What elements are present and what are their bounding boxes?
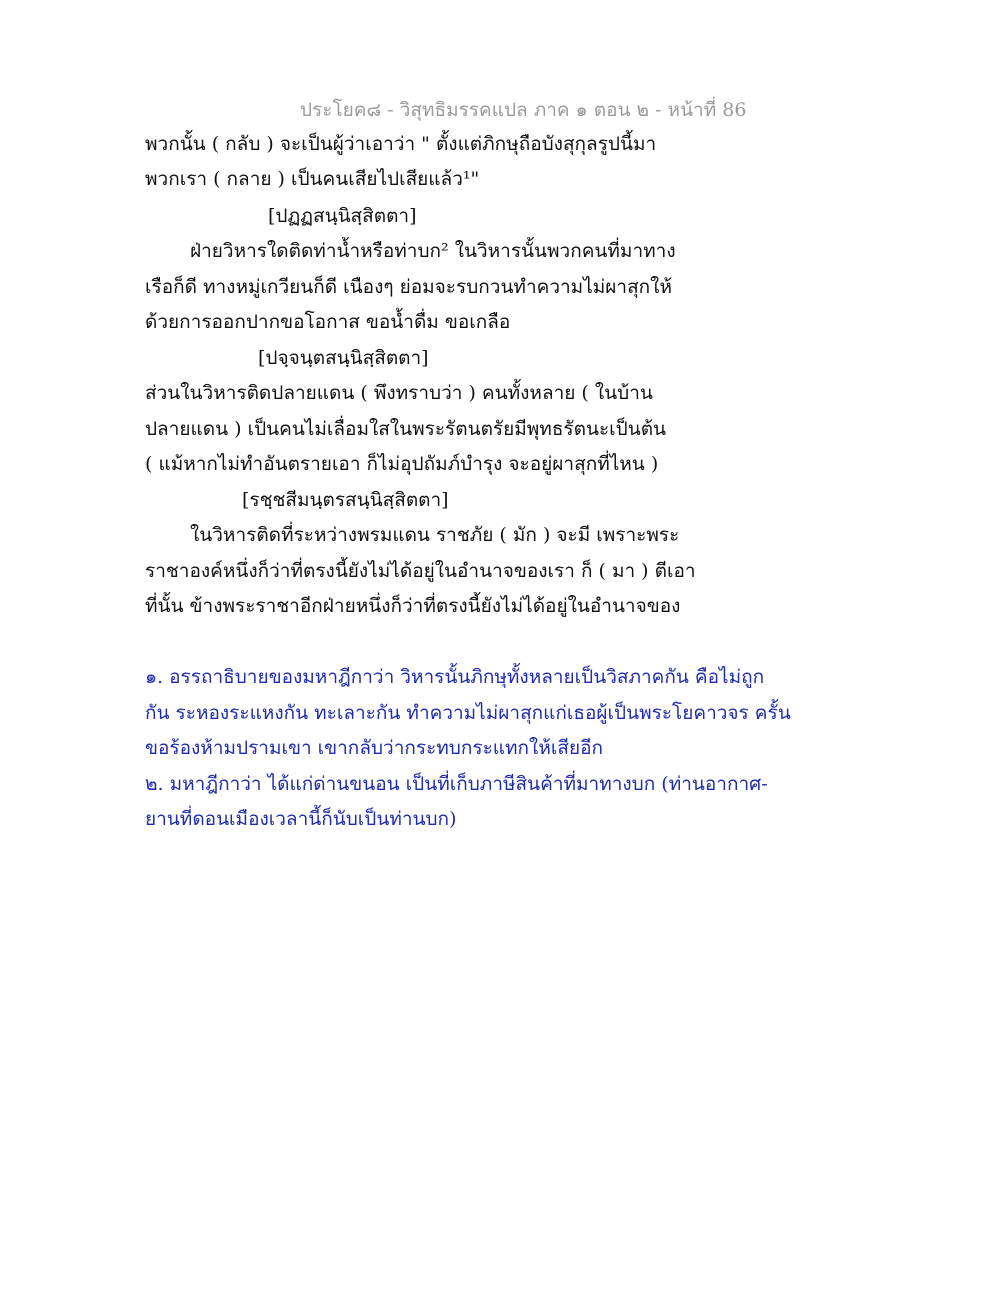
body-line: ที่นั้น ข้างพระราชาอีกฝ่ายหนึ่งก็ว่าที่ตรงนี้ยังไม่ได้อยู่ในอำนาจของ bbox=[145, 595, 681, 617]
body-line: ( แม้หากไม่ทำอันตรายเอา ก็ไม่อุปถัมภ์บำรุง จะอยู่ผาสุกที่ไหน ) bbox=[145, 453, 659, 475]
body-line: ฝ่ายวิหารใดติดท่าน้ำหรือท่าบก² ในวิหารนั้นพวกคนที่มาทาง bbox=[190, 240, 676, 262]
footnote-line: ขอร้องห้ามปรามเขา เขากลับว่ากระทบกระแทกให้เสียอีก bbox=[145, 737, 603, 759]
section-heading: [ปจฺจนฺตสนฺนิสฺสิตตา] bbox=[258, 347, 429, 369]
body-line: ด้วยการออกปากขอโอกาส ขอน้ำดื่ม ขอเกลือ bbox=[145, 311, 511, 333]
body-line: เรือก็ดี ทางหมู่เกวียนก็ดี เนืองๆ ย่อมจะรบกวนทำความไม่ผาสุกให้ bbox=[145, 276, 672, 298]
section-heading: [ปฏฏสนฺนิสฺสิตตา] bbox=[268, 205, 417, 227]
body-line: พวกนั้น ( กลับ ) จะเป็นผู้ว่าเอาว่า " ตั้งแต่ภิกษุถือบังสุกุลรูปนี้มา bbox=[145, 133, 657, 155]
page-header: ประโยค๘ - วิสุทธิมรรคแปล ภาค ๑ ตอน ๒ - หน้าที่ 86 bbox=[300, 99, 747, 121]
footnote-line: กัน ระหองระแหงกัน ทะเลาะกัน ทำความไม่ผาสุกแก่เธอผู้เป็นพระโยคาวจร ครั้น bbox=[145, 702, 791, 724]
body-line: พวกเรา ( กลาย ) เป็นคนเสียไปเสียแล้ว¹" bbox=[145, 168, 480, 190]
section-heading: [รชฺชสีมนฺตรสนฺนิสฺสิตตา] bbox=[242, 489, 449, 511]
body-line: ในวิหารติดที่ระหว่างพรมแดน ราชภัย ( มัก ) จะมี เพราะพระ bbox=[190, 524, 680, 546]
footnote-line: ๒. มหาฎีกาว่า ได้แก่ด่านขนอน เป็นที่เก็บภาษีสินค้าที่มาทางบก (ท่านอากาศ- bbox=[145, 773, 768, 795]
body-line: ราชาองค์หนึ่งก็ว่าที่ตรงนี้ยังไม่ได้อยู่ในอำนาจของเรา ก็ ( มา ) ตีเอา bbox=[145, 560, 696, 582]
footnote-line: ๑. อรรถาธิบายของมหาฎีกาว่า วิหารนั้นภิกษุทั้งหลายเป็นวิสภาคกัน คือไม่ถูก bbox=[145, 666, 765, 688]
footnote-line: ยานที่ดอนเมืองเวลานี้ก็นับเป็นท่านบก) bbox=[145, 808, 457, 830]
body-line: ปลายแดน ) เป็นคนไม่เลื่อมใสในพระรัตนตรัยมีพุทธรัตนะเป็นต้น bbox=[145, 418, 667, 440]
body-line: ส่วนในวิหารติดปลายแดน ( พึงทราบว่า ) คนทั้งหลาย ( ในบ้าน bbox=[145, 382, 653, 404]
